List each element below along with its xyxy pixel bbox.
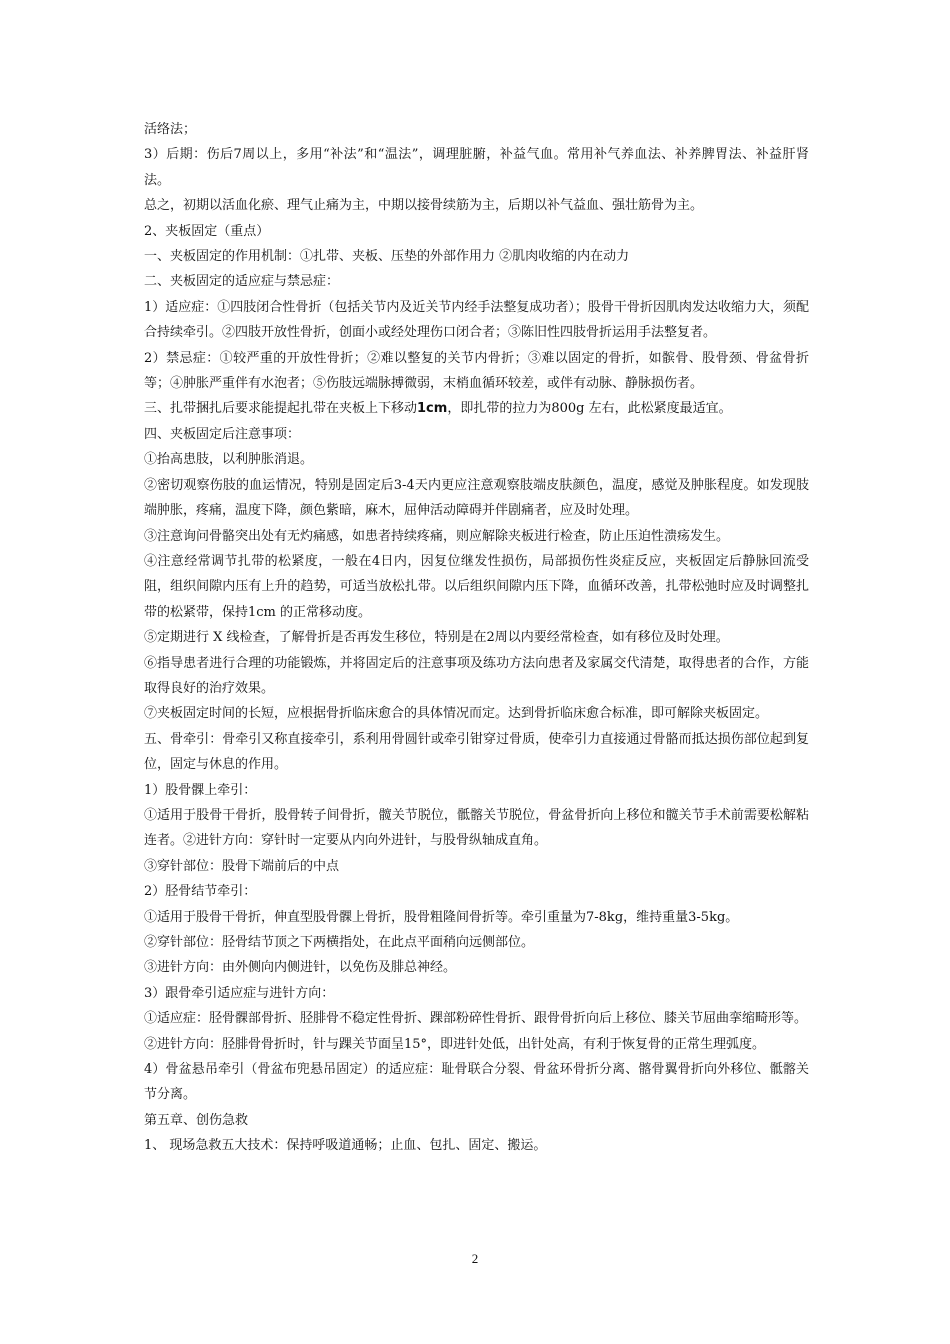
- text-line: 2）禁忌症：①较严重的开放性骨折；②难以整复的关节内骨折；③难以固定的骨折，如髌骨、股骨颈、骨盆骨折等；④肿胀严重伴有水泡者；⑤伤肢远端脉搏微弱，末梢血循环较差，或伴有动脉、静脉损伤者。: [144, 350, 809, 392]
- text-line: ①适用于股骨干骨折，伸直型股骨髁上骨折，股骨粗隆间骨折等。牵引重量为7-8kg，维持重量3-5kg。: [144, 909, 739, 925]
- text-line: ②进针方向：胫腓骨骨折时，针与踝关节面呈15°，即进针处低，出针处高，有利于恢复骨的正常生理弧度。: [144, 1036, 766, 1052]
- text-line: 活络法；: [144, 122, 197, 137]
- text-line: ③注意询问骨骼突出处有无灼痛感，如患者持续疼痛，则应解除夹板进行检查，防止压迫性溃疡发生。: [144, 528, 730, 544]
- chapter-heading: 第五章、创伤急救: [144, 1112, 249, 1128]
- text-line: [144, 396, 809, 421]
- bold-measure: 1cm: [417, 401, 448, 417]
- text-line: 1、 现场急救五大技术：保持呼吸道通畅；止血、包扎、固定、搬运。: [144, 1138, 547, 1154]
- text-segment: ，即扎带的拉力为800g 左右，此松紧度最适宜。: [447, 401, 732, 417]
- text-line: ⑦夹板固定时间的长短，应根据骨折临床愈合的具体情况而定。达到骨折临床愈合标准，即可解除夹板固定。: [144, 706, 769, 722]
- text-segment: 三、扎带捆扎后要求能提起扎带在夹板上下移动: [144, 401, 418, 417]
- text-line: ③进针方向：由外侧向内侧进针，以免伤及腓总神经。: [144, 960, 457, 976]
- text-line: 五、骨牵引：骨牵引又称直接牵引，系利用骨圆针或牵引钳穿过骨质，使牵引力直接通过骨骼而抵达损伤部位起到复位，固定与休息的作用。: [144, 731, 809, 773]
- text-line: ①适用于股骨干骨折，股骨转子间骨折，髋关节脱位，骶髂关节脱位，骨盆骨折向上移位和髋关节手术前需要松解粘连者。②进针方向：穿针时一定要从内向外进针，与股骨纵轴成直角。: [144, 807, 809, 849]
- text-line: 二、夹板固定的适应症与禁忌症：: [144, 274, 340, 290]
- section-heading: 2、夹板固定（重点）: [144, 223, 270, 239]
- text-line: 总之，初期以活血化瘀、理气止痛为主，中期以接骨续筋为主，后期以补气益血、强壮筋骨为主。: [144, 198, 704, 214]
- text-line: 1）适应症：①四肢闭合性骨折（包括关节内及近关节内经手法整复成功者）；股骨干骨折因肌肉发达收缩力大，须配合持续牵引。②四肢开放性骨折，创面小或经处理伤口闭合者；③陈旧性四肢骨折运用手法整复者。: [144, 299, 809, 341]
- text-line: 四、夹板固定后注意事项：: [144, 426, 301, 442]
- text-line: ②穿针部位：胫骨结节顶之下两横指处，在此点平面稍向远侧部位。: [144, 935, 535, 950]
- text-line: 一、夹板固定的作用机制：①扎带、夹板、压垫的外部作用力 ②肌肉收缩的内在动力: [144, 249, 630, 265]
- text-line: ⑥指导患者进行合理的功能锻炼，并将固定后的注意事项及练功方法向患者及家属交代清楚，取得患者的合作，方能取得良好的治疗效果。: [144, 655, 809, 696]
- text-line: ⑤定期进行 X 线检查，了解骨折是否再发生移位，特别是在2周以内要经常检查，如有移位及时处理。: [144, 630, 729, 646]
- text-line: ②密切观察伤肢的血运情况，特别是固定后3-4天内更应注意观察肢端皮肤颜色，温度，感觉及肿胀程度。如发现肢端肿胀，疼痛，温度下降，颜色紫暗，麻木，屈伸活动障碍并伴剧痛者，应及时处理。: [144, 477, 809, 519]
- text-line: ①适应症：胫骨髁部骨折、胫腓骨不稳定性骨折、踝部粉碎性骨折、跟骨骨折向后上移位、膝关节屈曲挛缩畸形等。: [144, 1011, 808, 1027]
- text-line: ④注意经常调节扎带的松紧度，一般在4日内，因复位继发性损伤，局部损伤性炎症反应，夹板固定后静脉回流受阻，组织间隙内压有上升的趋势，可适当放松扎带。以后组织间隙内压下降，血循环改善，扎带松弛时应及时调整扎带的松紧带，保持1cm 的正常移动度。: [144, 553, 809, 620]
- text-line: 3）后期：伤后7周以上，多用“补法”和“温法”，调理脏腑，补益气血。常用补气养血法、补养脾胃法、补益肝肾法。: [144, 147, 809, 188]
- text-line: ③穿针部位：股骨下端前后的中点: [144, 858, 340, 874]
- text-line: 2）胫骨结节牵引：: [144, 884, 257, 900]
- text-line: ①抬高患肢，以利肿胀消退。: [144, 452, 314, 468]
- document-body: [144, 117, 809, 1159]
- text-line: 1）股骨髁上牵引：: [144, 782, 257, 798]
- page-number: 2: [471, 1251, 479, 1266]
- text-line: 3）跟骨牵引适应症与进针方向：: [144, 985, 335, 1001]
- text-line: 4）骨盆悬吊牵引（骨盆布兜悬吊固定）的适应症：耻骨联合分裂、骨盆环骨折分离、髂骨翼骨折向外移位、骶髂关节分离。: [144, 1062, 809, 1103]
